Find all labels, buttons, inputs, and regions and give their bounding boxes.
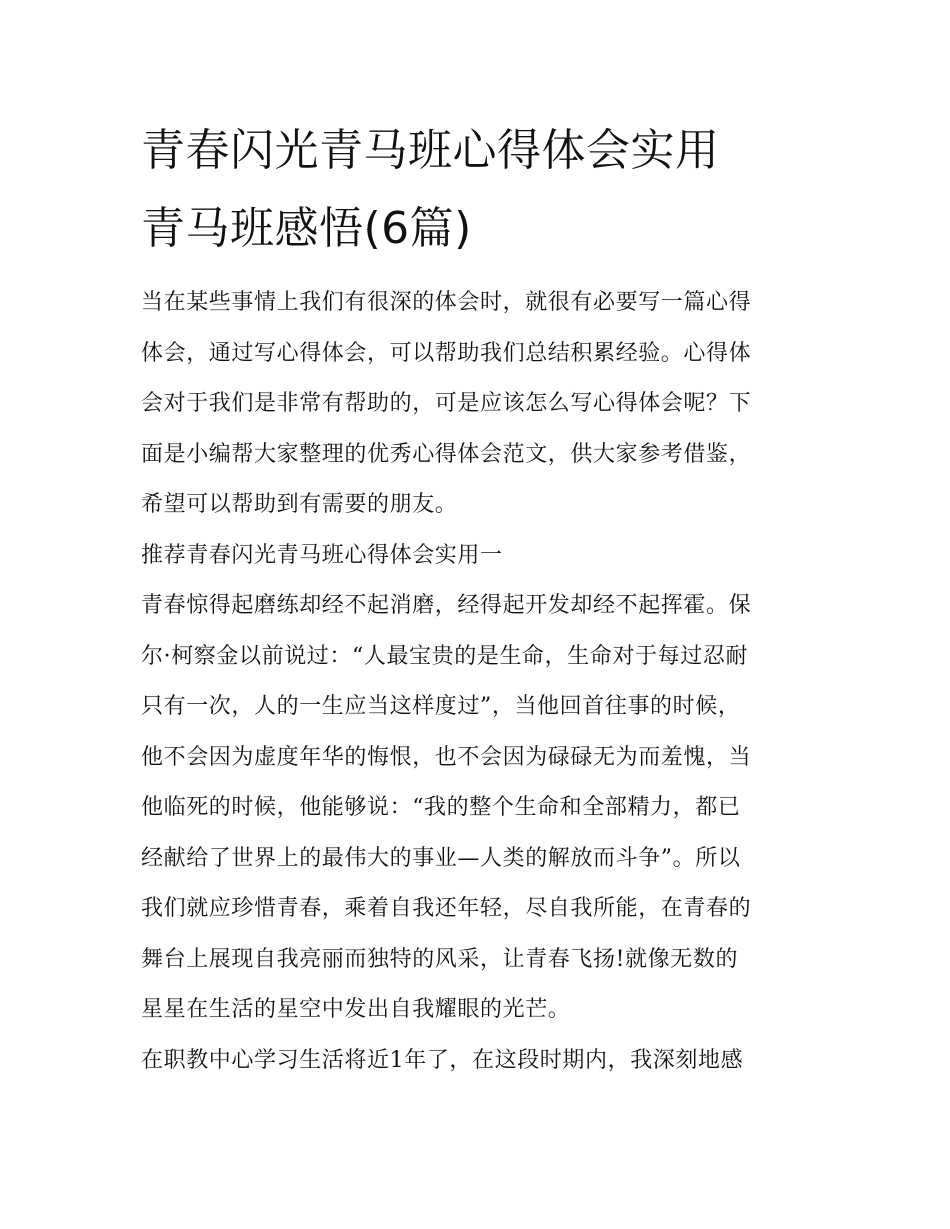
title-line-1: 青春闪光青马班心得体会实用 — [141, 125, 720, 176]
body-line: 经献给了世界上的最伟大的事业—人类的解放而斗争”。所以 — [141, 845, 741, 871]
section-heading-text: 推荐青春闪光青马班心得体会实用一 — [141, 542, 503, 568]
body-line: 星星在生活的星空中发出自我耀眼的光芒。 — [141, 997, 571, 1022]
intro-line: 会对于我们是非常有帮助的，可是应该怎么写心得体会呢？下 — [141, 391, 752, 416]
body-line: 青春惊得起磨练却经不起消磨，经得起开发却经不起挥霍。保 — [141, 593, 752, 618]
body-line: 只有一次，人的一生应当这样度过”，当他回首往事的时候， — [141, 694, 741, 719]
title-line-2: 青马班感悟(6篇) — [141, 203, 472, 254]
body-line: 他不会因为虚度年华的悔恨，也不会因为碌碌无为而羞愧，当 — [141, 744, 752, 770]
body-line: 我们就应珍惜青春，乘着自我还年轻，尽自我所能，在青春的 — [141, 896, 752, 921]
intro-line: 体会，通过写心得体会，可以帮助我们总结积累经验。心得体 — [141, 340, 752, 366]
body-paragraph-2 — [141, 1036, 821, 1087]
intro-line: 面是小编帮大家整理的优秀心得体会范文，供大家参考借鉴， — [141, 441, 752, 467]
body-line: 舞台上展现自我亮丽而独特的风采，让青春飞扬!就像无数的 — [141, 946, 739, 972]
body-line: 在职教中心学习生活将近1年了，在这段时期内，我深刻地感 — [141, 1047, 744, 1073]
section-heading — [141, 531, 821, 582]
intro-line: 当在某些事情上我们有很深的体会时，就很有必要写一篇心得 — [141, 290, 752, 315]
body-line: 他临死的时候，他能够说：“我的整个生命和全部精力，都已 — [141, 795, 741, 820]
body-line: 尔·柯察金以前说过：“人最宝贵的是生命，生命对于每过忍耐 — [141, 643, 749, 669]
intro-paragraph — [141, 278, 821, 531]
document-title — [141, 112, 821, 268]
body-paragraph-1 — [141, 581, 821, 1036]
document-content — [141, 112, 821, 1086]
intro-line: 希望可以帮助到有需要的朋友。 — [141, 492, 458, 517]
